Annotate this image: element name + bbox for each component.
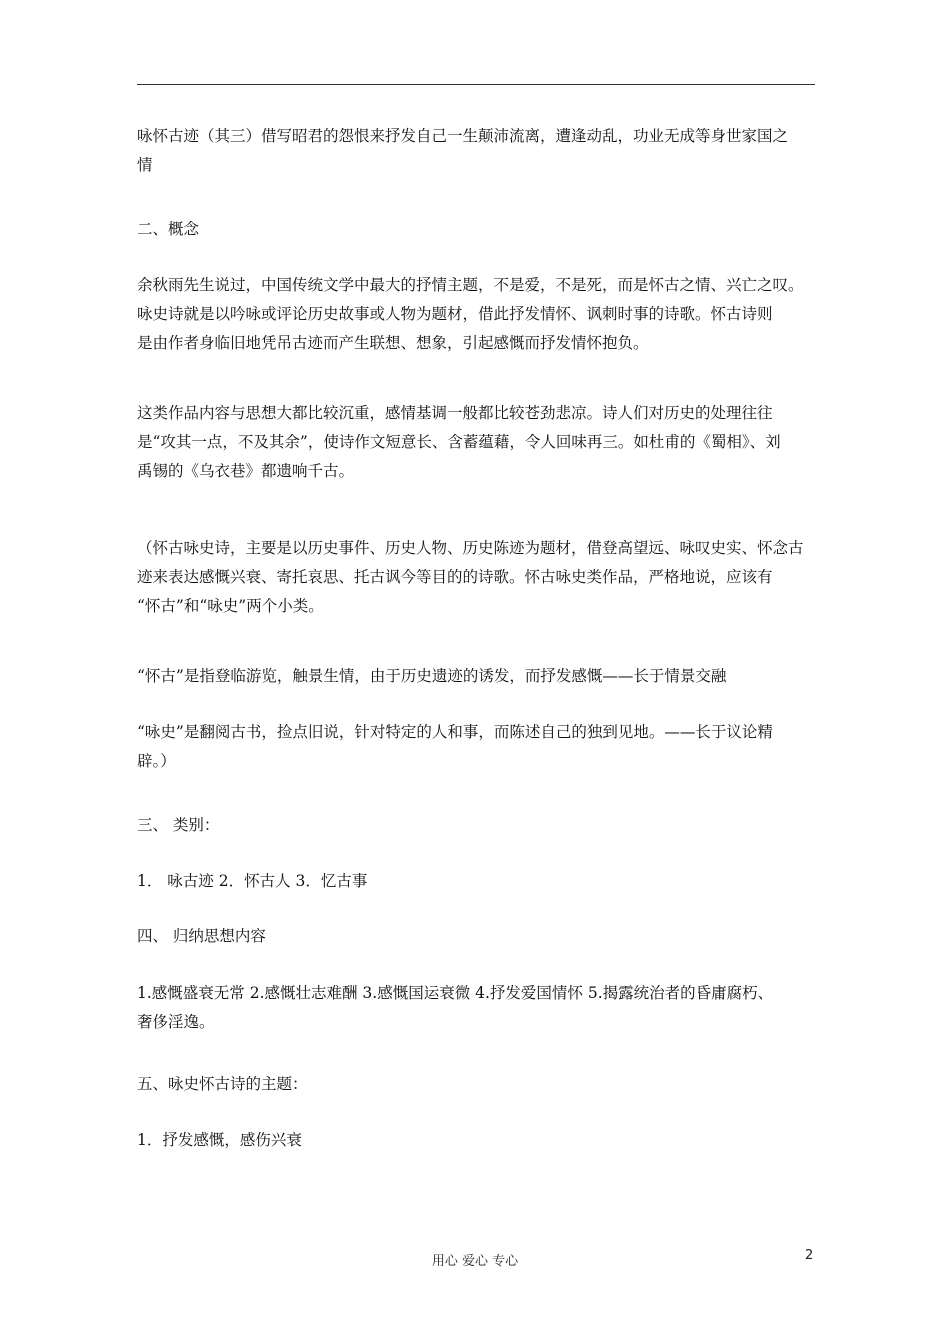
text-line: 辟。）	[137, 752, 176, 770]
paragraph	[137, 534, 822, 621]
text-line: 迹来表达感慨兴衰、寄托哀思、托古讽今等目的的诗歌。怀古咏史类作品，严格地说，应该有	[137, 568, 773, 586]
text-line: 五、咏史怀古诗的主题：	[137, 1075, 308, 1093]
list-item	[137, 1126, 822, 1155]
paragraph	[137, 271, 822, 358]
section-heading	[137, 922, 822, 951]
text-line: 1．抒发感慨，感伤兴衰	[137, 1131, 302, 1149]
text-line: 1． 咏古迹 2．怀古人 3．忆古事	[137, 872, 368, 890]
text-line: 是由作者身临旧地凭吊古迹而产生联想、想象，引起感慨而抒发情怀抱负。	[137, 334, 649, 352]
text-line: 奢侈淫逸。	[137, 1013, 215, 1031]
paragraph	[137, 662, 822, 691]
text-line: “咏史”是翻阅古书，捡点旧说，针对特定的人和事，而陈述自己的独到见地。——长于议论精	[137, 723, 773, 741]
text-line: 是“攻其一点，不及其余”，使诗作文短意长、含蓄蕴藉，令人回味再三。如杜甫的《蜀相》、刘	[137, 433, 781, 451]
text-line: 这类作品内容与思想大都比较沉重，感情基调一般都比较苍劲悲凉。诗人们对历史的处理往往	[137, 404, 773, 422]
text-line: （怀古咏史诗，主要是以历史事件、历史人物、历史陈迹为题材，借登高望远、咏叹史实、怀念古	[137, 539, 804, 557]
paragraph	[137, 718, 822, 776]
section-heading	[137, 811, 822, 840]
text-line: “怀古”和“咏史”两个小类。	[137, 597, 324, 615]
section-heading	[137, 1070, 822, 1099]
paragraph	[137, 979, 822, 1037]
paragraph	[137, 122, 822, 180]
text-line: 四、 归纳思想内容	[137, 927, 266, 945]
text-line: 情	[137, 156, 153, 174]
paragraph	[137, 399, 822, 486]
text-line: 1.感慨盛衰无常 2.感慨壮志难酬 3.感慨国运衰微 4.抒发爱国情怀 5.揭露统治者的昏庸腐朽、	[137, 984, 774, 1002]
text-line: 咏怀古迹（其三）借写昭君的怨恨来抒发自己一生颠沛流离，遭逢动乱，功业无成等身世家国之	[137, 127, 789, 145]
page-number: 2	[805, 1248, 814, 1263]
header-rule	[137, 84, 815, 85]
text-line: “怀古”是指登临游览，触景生情，由于历史遗迹的诱发，而抒发感慨——长于情景交融	[137, 667, 727, 685]
text-line: 禹锡的《乌衣巷》都遗响千古。	[137, 462, 355, 480]
text-line: 二、概念	[137, 220, 200, 238]
section-heading	[137, 215, 822, 244]
text-line: 余秋雨先生说过，中国传统文学中最大的抒情主题，不是爱，不是死，而是怀古之情、兴亡之叹。	[137, 276, 804, 294]
text-line: 咏史诗就是以吟咏或评论历史故事或人物为题材，借此抒发情怀、讽刺时事的诗歌。怀古诗则	[137, 305, 773, 323]
text-line: 三、 类别：	[137, 816, 220, 834]
list-item	[137, 867, 822, 896]
footer-motto: 用心 爱心 专心	[431, 1254, 519, 1269]
